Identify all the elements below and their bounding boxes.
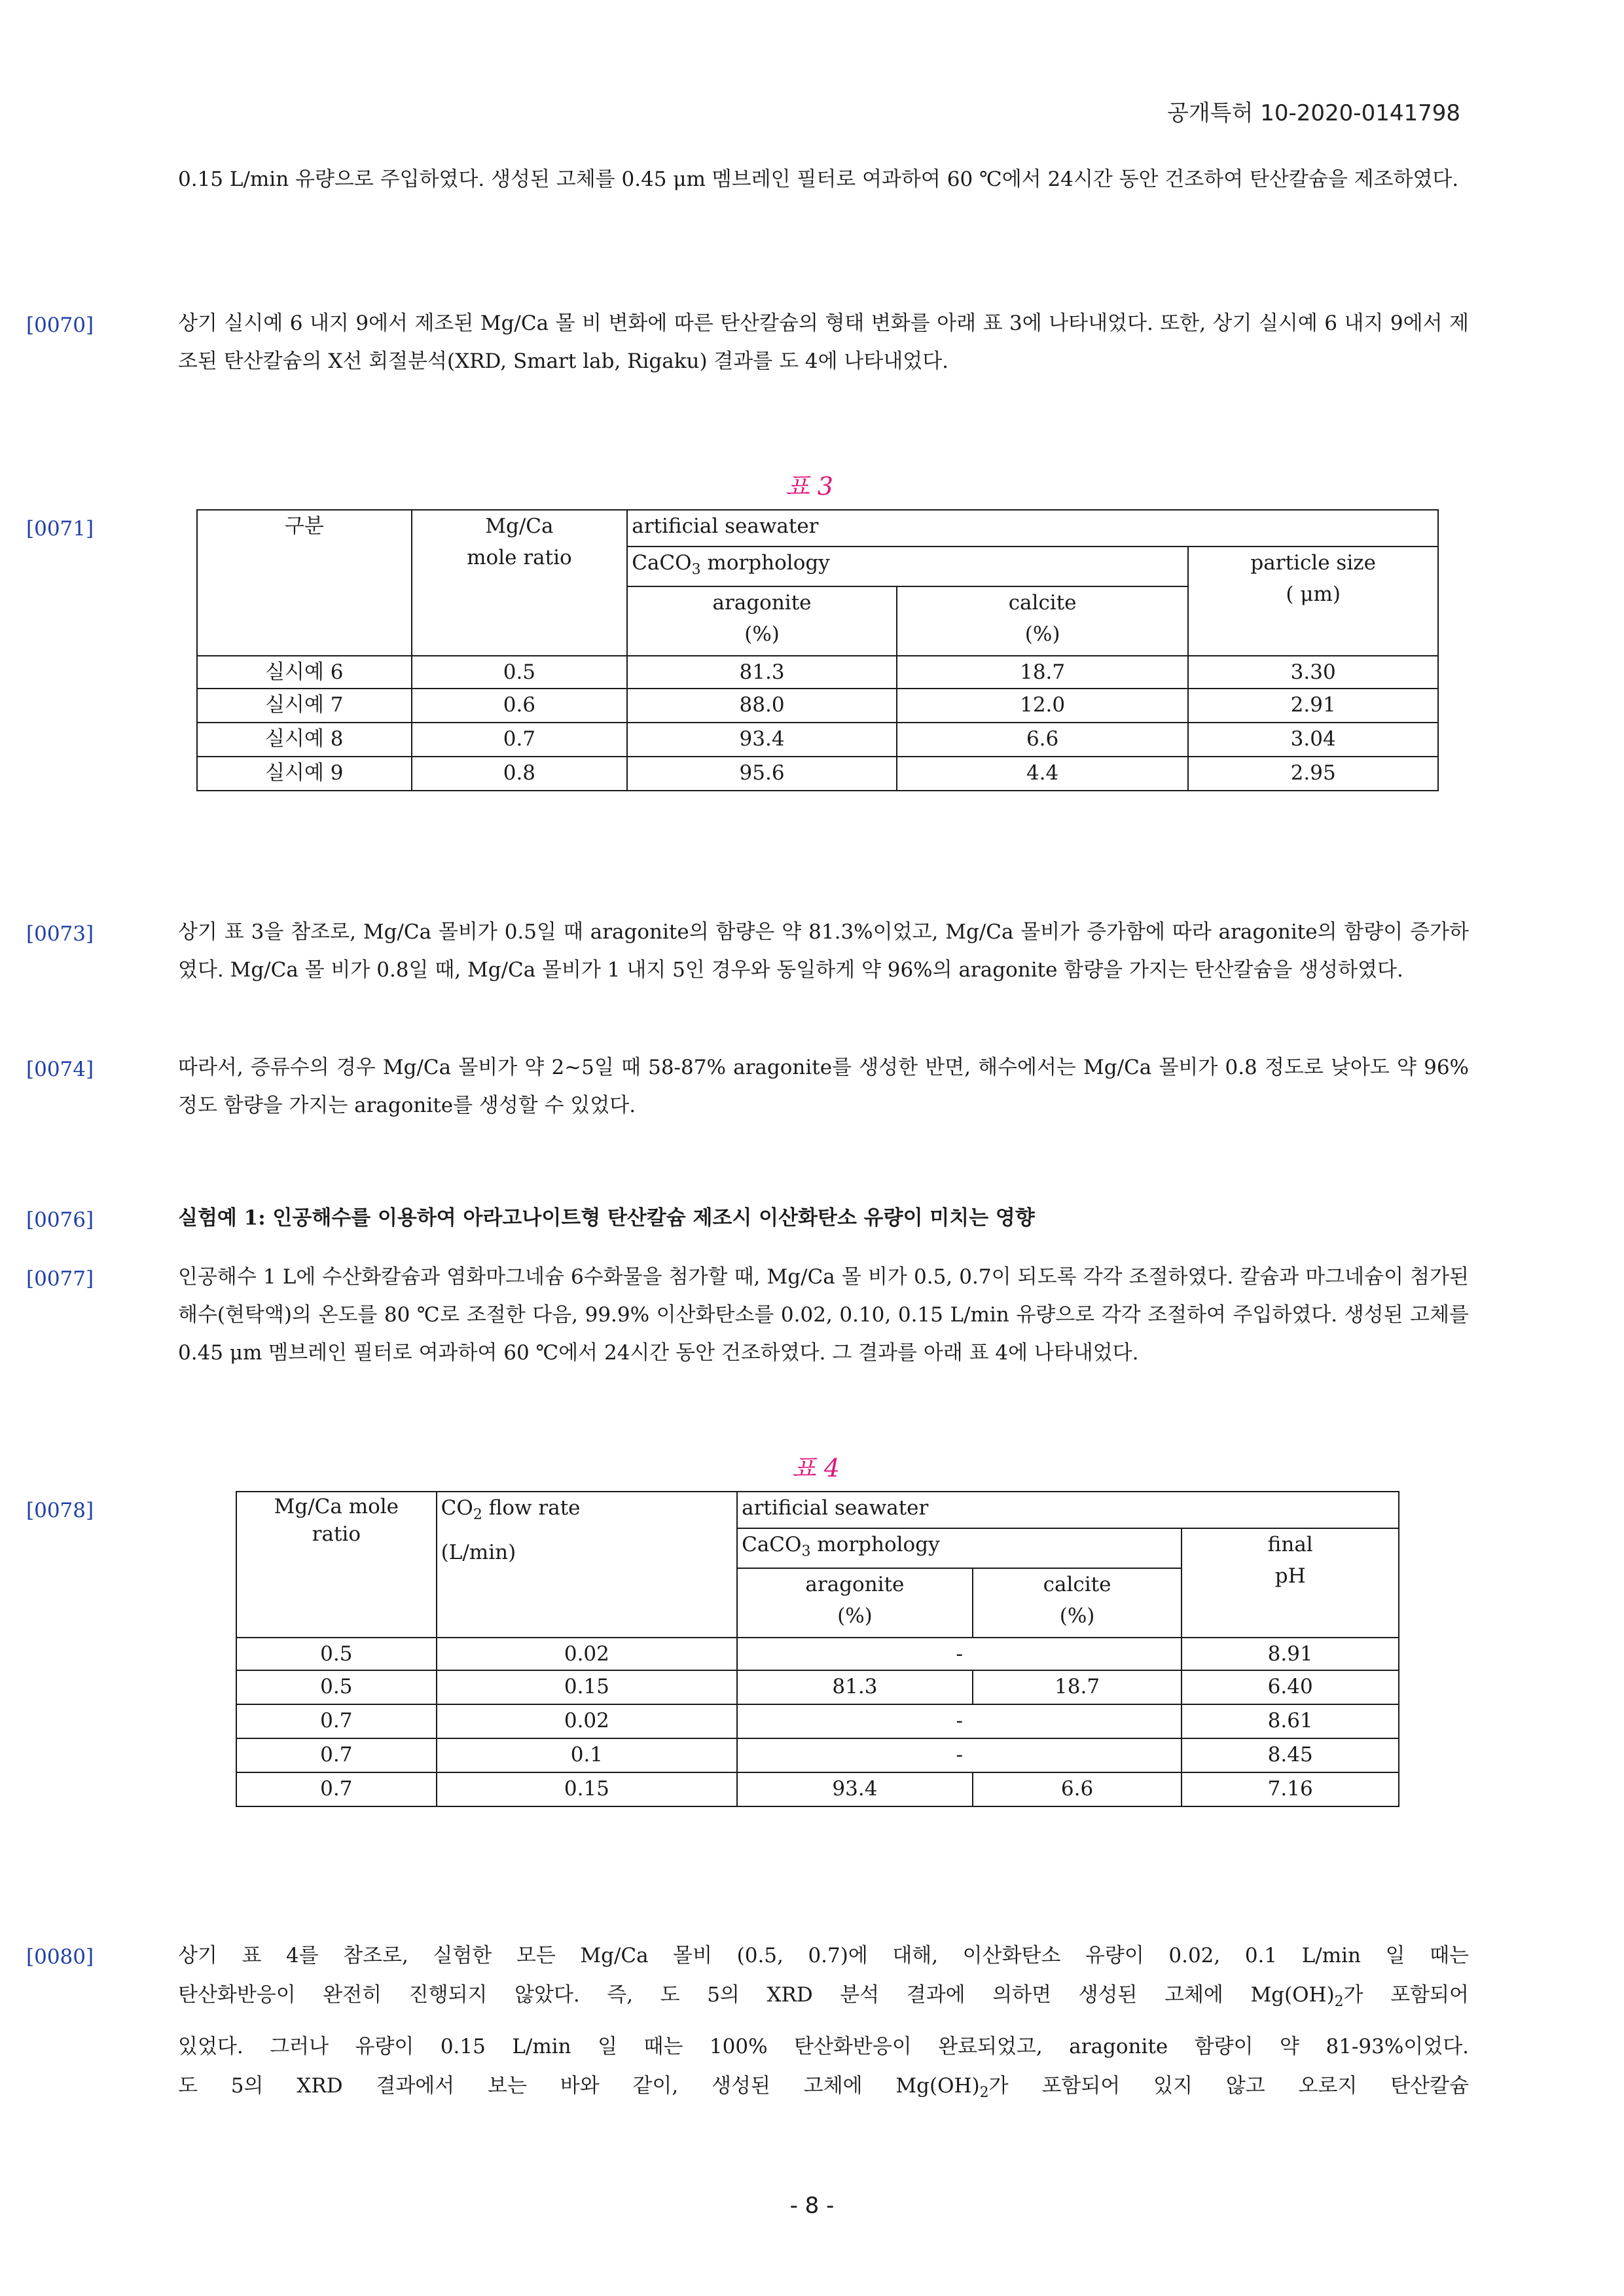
table3-caption: 표 3 [785,472,833,501]
section-heading: 실험예 1: 인공해수를 이용하여 아라고나이트형 탄산칼슘 제조시 이산화탄소 유량이 미치는 영향 [178,1206,1035,1230]
header-morph-suffix: morphology [810,1533,940,1556]
cell-ph: 6.40 [1182,1670,1399,1704]
cell-flow: 0.02 [437,1704,737,1738]
cell-size: 3.30 [1188,656,1438,689]
header-aragonite-label: aragonite [712,591,812,615]
cell-ratio: 0.8 [412,757,628,791]
table-3 [196,509,1439,791]
cell-aragonite: 95.6 [627,757,897,791]
cell-calcite: 6.6 [897,723,1189,757]
line-2-a: 탄산화반응이 완전히 진행되지 않았다. 즉, 도 5의 XRD 분석 결과에 의하면 생성된 고체에 Mg(OH) [178,1983,1335,2007]
header-artificial-seawater: artificial seawater [737,1492,1399,1528]
table3-paragraph-number: [0071] [26,517,94,541]
page-number: - 8 - [789,2193,835,2219]
table-row [197,656,1438,689]
cell-name: 실시예 7 [197,689,412,723]
header-mgca-ratio [412,510,628,656]
header-particle-unit: ( μm) [1286,583,1341,606]
header-group: 구분 [197,510,412,656]
cell-flow: 0.15 [437,1772,737,1806]
cell-aragonite: 93.4 [737,1772,973,1806]
header-final-ph [1182,1528,1399,1638]
header-aragonite-pct: (%) [744,622,780,647]
paragraph-text: 상기 실시예 6 내지 9에서 제조된 Mg/Ca 몰 비 변화에 따른 탄산칼슘의 형태 변화를 아래 표 3에 나타내었다. 또한, 상기 실시예 6 내지 9에서 제조된 탄산칼슘의 X선 회절분석(XRD, Smart lab, Rigaku) 결과를 도 4에 나타내었다. [178,312,1469,373]
header-mgca-line2: mole ratio [467,546,572,569]
header-calcite-pct: (%) [1059,1604,1095,1628]
header-co2-prefix: CO [441,1496,473,1520]
header-calcite-pct: (%) [1024,622,1060,647]
cell-ratio: 0.5 [236,1670,437,1704]
paragraph-text: 인공해수 1 L에 수산화칼슘과 염화마그네슘 6수화물을 첨가할 때, Mg/Ca 몰 비가 0.5, 0.7이 되도록 각각 조절하였다. 칼슘과 마그네슘이 첨가된 해수(현탁액)의 온도를 80 ℃로 조절한 다음, 99.9% 이산화탄소를 0.02, 0.10, 0.15 L/min 유량으로 각각 조절하여 주입하였다. 생성된 고체를 0.45 μm 멤브레인 필터로 여과하여 60 ℃에서 24시간 동안 건조하였다. 그 결과를 아래 표 4에 나타내었다. [178,1265,1469,1365]
header-calcite [973,1568,1182,1638]
table-4 [236,1491,1399,1807]
header-mgca-mole-ratio [236,1492,437,1638]
header-calcite [897,586,1189,656]
header-caco3-morphology [737,1528,1182,1568]
cell-ph: 8.91 [1182,1638,1399,1670]
cell-ratio: 0.7 [236,1738,437,1772]
cell-ph: 8.45 [1182,1738,1399,1772]
cell-calcite: 4.4 [897,757,1189,791]
table-row [236,1638,1399,1670]
header-morph-prefix: CaCO [742,1533,802,1556]
cell-ph: 7.16 [1182,1772,1399,1806]
header-co2-line1 [441,1492,732,1531]
line-2 [178,1975,1469,2022]
cell-calcite: 12.0 [897,689,1189,723]
cell-merged: - [737,1704,1182,1738]
cell-flow: 0.02 [437,1638,737,1670]
header-caco3-morphology [627,547,1188,586]
line-1: 상기 표 4를 참조로, 실험한 모든 Mg/Ca 몰비 (0.5, 0.7)에 대해, 이산화탄소 유량이 0.02, 0.1 L/min 일 때는 [178,1944,1469,1967]
cell-size: 2.91 [1188,689,1438,723]
cell-ph: 8.61 [1182,1704,1399,1738]
table-row [236,1670,1399,1704]
cell-size: 2.95 [1188,757,1438,791]
cell-calcite: 18.7 [973,1670,1182,1704]
cell-calcite: 6.6 [973,1772,1182,1806]
cell-flow: 0.15 [437,1670,737,1704]
paragraph-number: [0073] [26,922,94,946]
cell-aragonite: 81.3 [627,656,897,689]
cell-ratio: 0.7 [412,723,628,757]
line-4-b: 가 포함되어 있지 않고 오로지 탄산칼슘 [988,2074,1470,2098]
intro-text: 0.15 L/min 유량으로 주입하였다. 생성된 고체를 0.45 μm 멤브레인 필터로 여과하여 60 ℃에서 24시간 동안 건조하여 탄산칼슘을 제조하였다. [178,168,1459,191]
table-row [197,689,1438,723]
table-row [197,723,1438,757]
table-row [236,1772,1399,1806]
cell-flow: 0.1 [437,1738,737,1772]
paragraph-text: 상기 표 3을 참조로, Mg/Ca 몰비가 0.5일 때 aragonite의 함량은 약 81.3%이었고, Mg/Ca 몰비가 증가함에 따라 aragonite의 함량이 증가하였다. Mg/Ca 몰 비가 0.8일 때, Mg/Ca 몰비가 1 내지 5인 경우와 동일하게 약 96%의 aragonite 함량을 가지는 탄산칼슘을 생성하였다. [178,920,1469,982]
header-morph-subscript: 3 [801,1543,811,1560]
cell-merged: - [737,1638,1182,1670]
cell-size: 3.04 [1188,723,1438,757]
header-morph-prefix: CaCO [632,551,692,575]
paragraph-number: [0076] [26,1208,94,1232]
line-4-a: 도 5의 XRD 결과에서 보는 바와 같이, 생성된 고체에 Mg(OH) [178,2074,980,2098]
line-4 [178,2066,1469,2113]
header-co2-flow-rate [437,1492,737,1638]
line-2-b: 가 포함되어 [1343,1983,1469,2007]
header-particle-line1: particle size [1250,551,1376,575]
document-id: 공개특허 10-2020-0141798 [1167,100,1460,126]
header-morph-subscript: 3 [691,562,701,579]
cell-merged: - [737,1738,1182,1772]
cell-ratio: 0.5 [412,656,628,689]
header-mgca-line1: Mg/Ca mole [274,1495,399,1518]
header-co2-subscript: 2 [473,1507,482,1524]
header-aragonite-label: aragonite [805,1573,905,1597]
header-mgca-line1: Mg/Ca [485,514,554,538]
paragraph-number: [0080] [26,1945,94,1969]
line-3: 있었다. 그러나 유량이 0.15 L/min 일 때는 100% 탄산화반응이 완료되었고, aragonite 함량이 약 81-93%이었다. [178,2035,1469,2059]
cell-ratio: 0.6 [412,689,628,723]
line-2-subscript: 2 [1334,1994,1344,2011]
paragraph-number: [0070] [26,314,94,337]
table4-caption: 표 4 [792,1454,840,1482]
header-final-label: final [1267,1533,1313,1556]
cell-name: 실시예 8 [197,723,412,757]
header-calcite-label: calcite [1043,1573,1111,1597]
header-aragonite-pct: (%) [837,1604,873,1628]
cell-ratio: 0.7 [236,1704,437,1738]
paragraph-number: [0077] [26,1267,94,1291]
header-particle-size [1188,547,1438,656]
paragraph-number: [0074] [26,1058,94,1081]
cell-name: 실시예 9 [197,757,412,791]
header-calcite-label: calcite [1008,591,1077,615]
table-row [236,1704,1399,1738]
header-ph-label: pH [1274,1564,1306,1588]
cell-aragonite: 88.0 [627,689,897,723]
header-aragonite [737,1568,973,1638]
table4-paragraph-number: [0078] [26,1499,94,1522]
header-artificial-seawater: artificial seawater [627,510,1438,547]
paragraph-text [178,1936,1469,2113]
cell-aragonite: 81.3 [737,1670,973,1704]
header-morph-suffix: morphology [700,551,830,575]
header-mgca-line2: ratio [312,1522,361,1546]
cell-name: 실시예 6 [197,656,412,689]
table-row [236,1738,1399,1772]
table-row [197,757,1438,791]
cell-aragonite: 93.4 [627,723,897,757]
header-co2-suffix: flow rate [482,1496,581,1520]
header-aragonite [627,586,897,656]
line-4-subscript: 2 [979,2085,989,2102]
paragraph-text: 따라서, 증류수의 경우 Mg/Ca 몰비가 약 2~5일 때 58-87% aragonite를 생성한 반면, 해수에서는 Mg/Ca 몰비가 0.8 정도로 낮아도 약 96% 정도 함량을 가지는 aragonite를 생성할 수 있었다. [178,1056,1469,1117]
cell-ratio: 0.7 [236,1772,437,1806]
cell-ratio: 0.5 [236,1638,437,1670]
cell-calcite: 18.7 [897,656,1189,689]
header-co2-unit: (L/min) [441,1541,516,1565]
